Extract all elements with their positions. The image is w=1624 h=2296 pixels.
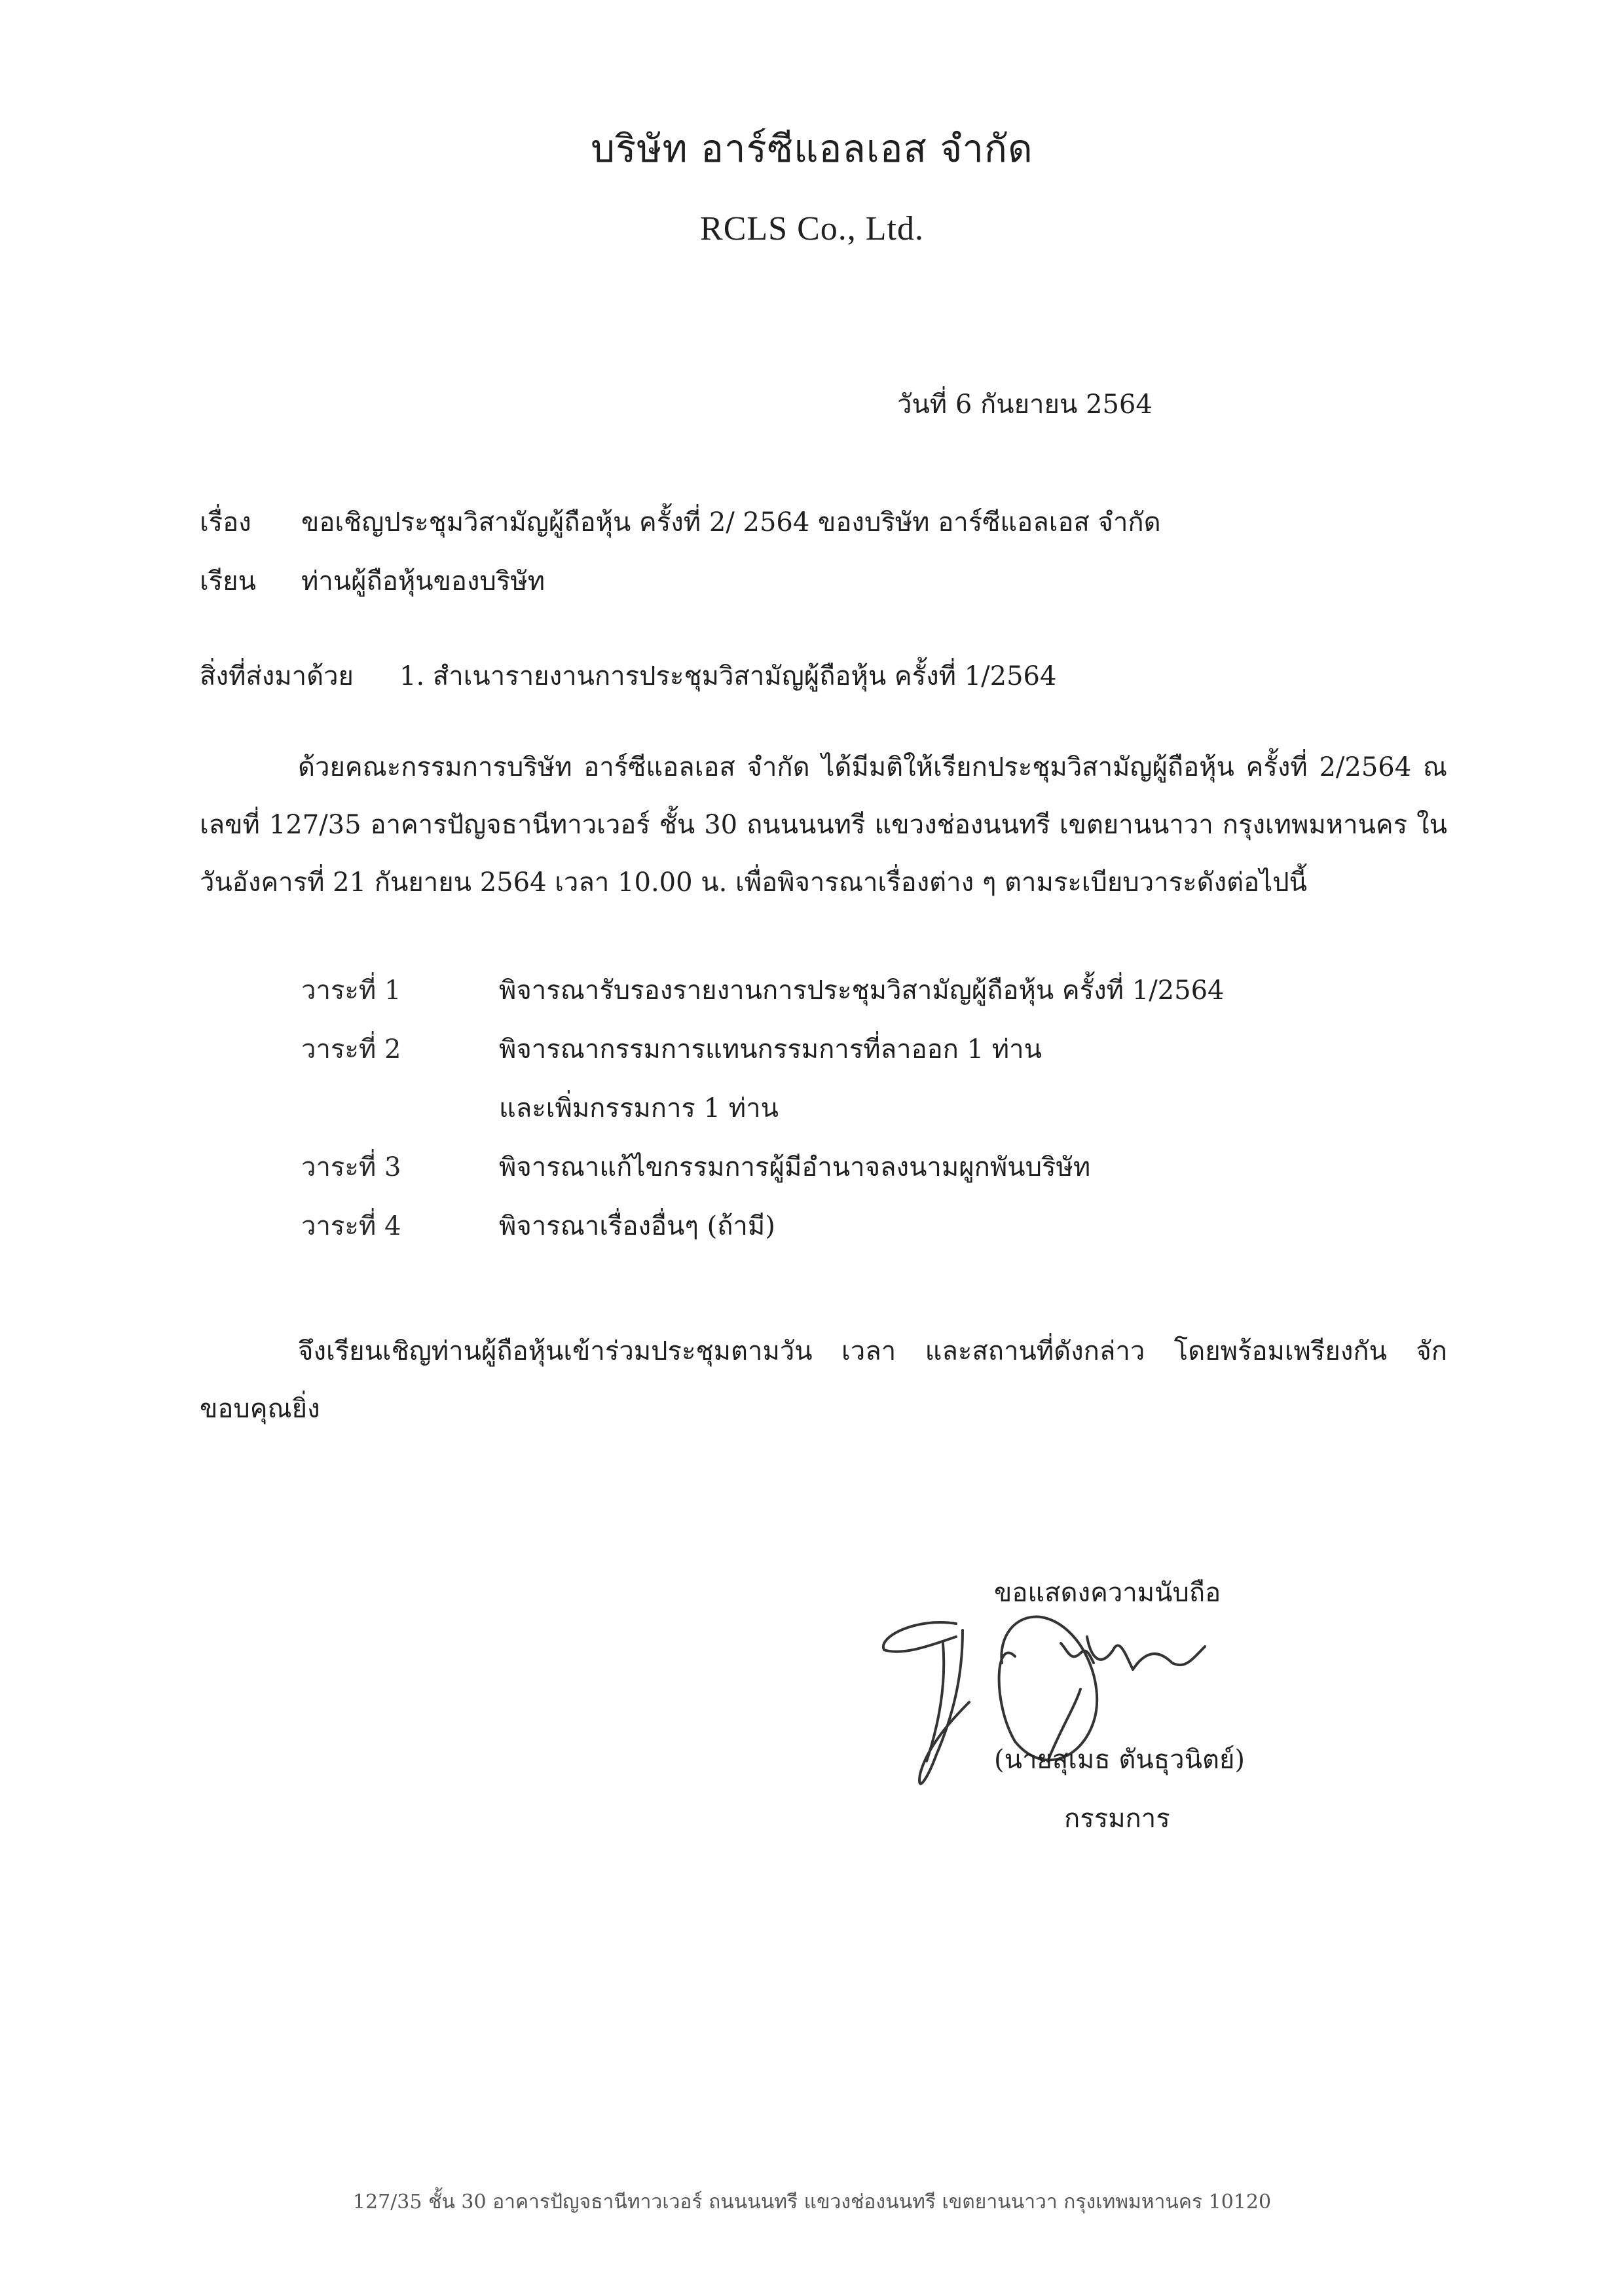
recipient-text: ท่านผู้ถือหุ้นของบริษัท bbox=[301, 566, 545, 596]
agenda-text-continued: และเพิ่มกรรมการ 1 ท่าน bbox=[499, 1093, 779, 1123]
agenda-number: วาระที่ 3 bbox=[301, 1152, 401, 1182]
footer-address: 127/35 ชั้น 30 อาคารปัญจธานีทาวเวอร์ ถนนนนทรี แขวงช่องนนทรี เขตยานนาวา กรุงเทพมหานคร 10120 bbox=[352, 2191, 1272, 2214]
signer-name: (นายสุเมธ ตันธุวนิตย์) bbox=[994, 1745, 1245, 1775]
company-name-thai: บริษัท อาร์ซีแอลเอส จำกัด bbox=[591, 126, 1033, 171]
subject-text: ขอเชิญประชุมวิสามัญผู้ถือหุ้น ครั้งที่ 2/ 2564 ของบริษัท อาร์ซีแอลเอส จำกัด bbox=[301, 507, 1161, 538]
agenda-text: พิจารณากรรมการแทนกรรมการที่ลาออก 1 ท่าน bbox=[499, 1034, 1042, 1065]
subject-label: เรื่อง bbox=[200, 507, 251, 538]
signer-position: กรรมการ bbox=[1064, 1804, 1170, 1834]
agenda-text: พิจารณาแก้ไขกรรมการผู้มีอำนาจลงนามผูกพันบริษัท bbox=[499, 1152, 1091, 1182]
letter-date: วันที่ 6 กันยายน 2564 bbox=[897, 390, 1153, 420]
agenda-number: วาระที่ 1 bbox=[301, 975, 401, 1006]
closing-salutation: ขอแสดงความนับถือ bbox=[994, 1578, 1221, 1608]
agenda-number: วาระที่ 4 bbox=[301, 1211, 401, 1241]
recipient-label: เรียน bbox=[200, 566, 256, 596]
enclosure-text: 1. สำเนารายงานการประชุมวิสามัญผู้ถือหุ้น ครั้งที่ 1/2564 bbox=[399, 661, 1057, 691]
agenda-text: พิจารณาเรื่องอื่นๆ (ถ้ามี) bbox=[499, 1211, 775, 1241]
agenda-number: วาระที่ 2 bbox=[301, 1034, 401, 1065]
invitation-paragraph: ด้วยคณะกรรมการบริษัท อาร์ซีแอลเอส จำกัด ได้มีมติให้เรียกประชุมวิสามัญผู้ถือหุ้น ครั้งที่ 2/2564 ณ เลขที่ 127/35 อาคารปัญจธานีทาวเวอร์ ชั้น 30 ถนนนนทรี แขวงช่องนนทรี เขตยานนาวา กรุงเทพมหานคร ในวันอังคารที่ 21 กันยายน 2564 เวลา 10.00 น. เพื่อพิจารณาเรื่องต่าง ๆ ตามระเบียบวาระดังต่อไปนี้ bbox=[200, 752, 1447, 898]
enclosure-label: สิ่งที่ส่งมาด้วย bbox=[200, 661, 354, 691]
company-name-english: RCLS Co., Ltd. bbox=[700, 210, 924, 247]
closing-paragraph: จึงเรียนเชิญท่านผู้ถือหุ้นเข้าร่วมประชุมตามวัน เวลา และสถานที่ดังกล่าว โดยพร้อมเพรียงกัน จักขอบคุณยิ่ง bbox=[200, 1336, 1447, 1424]
agenda-text: พิจารณารับรองรายงานการประชุมวิสามัญผู้ถือหุ้น ครั้งที่ 1/2564 bbox=[499, 975, 1225, 1006]
